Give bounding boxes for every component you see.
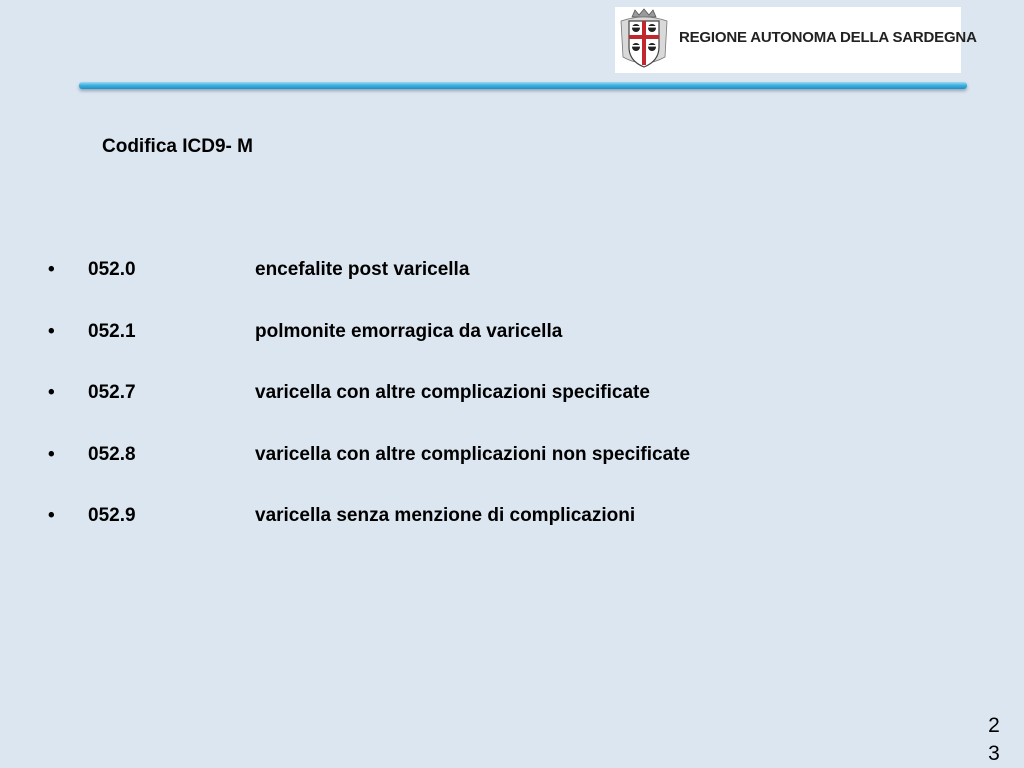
icd9-code: 052.9 bbox=[88, 505, 136, 526]
code-description: varicella senza menzione di complicazioni bbox=[255, 505, 636, 526]
slide-subtitle: Codifica ICD9- M bbox=[102, 136, 253, 157]
page-number: 23 bbox=[988, 714, 1000, 765]
bullet-icon: • bbox=[48, 443, 55, 465]
icd9-code: 052.1 bbox=[88, 320, 136, 342]
code-description: polmonite emorragica da varicella bbox=[255, 320, 563, 342]
bullet-icon: • bbox=[48, 505, 55, 526]
icd9-code: 052.7 bbox=[88, 382, 136, 403]
region-name: REGIONE AUTONOMA DELLA SARDEGNA bbox=[679, 29, 977, 46]
icd9-code: 052.0 bbox=[88, 259, 136, 280]
region-logo bbox=[615, 7, 977, 73]
code-description: encefalite post varicella bbox=[255, 259, 470, 280]
bullet-icon: • bbox=[48, 382, 55, 403]
header-divider bbox=[79, 82, 967, 89]
code-description: varicella con altre complicazioni non specificate bbox=[255, 443, 691, 465]
bullet-icon: • bbox=[48, 259, 55, 280]
code-description: varicella con altre complicazioni specificate bbox=[255, 382, 650, 403]
coat-of-arms-icon bbox=[615, 7, 673, 73]
icd9-code: 052.8 bbox=[88, 443, 136, 465]
bullet-icon: • bbox=[48, 320, 55, 342]
